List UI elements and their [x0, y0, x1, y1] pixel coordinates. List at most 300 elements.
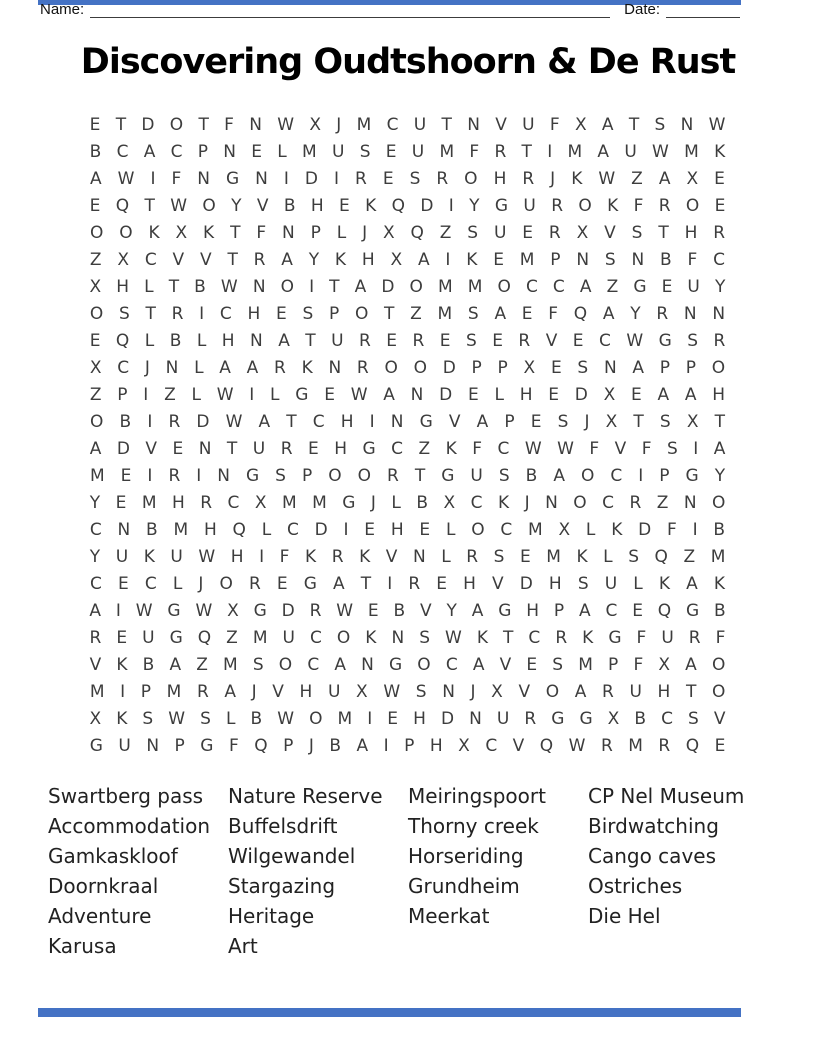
grid-letter: L: [225, 708, 236, 729]
grid-letter: L: [603, 546, 613, 567]
grid-letter: A: [579, 276, 592, 297]
grid-letter: U: [687, 276, 700, 297]
grid-letter: E: [387, 708, 399, 729]
grid-letter: H: [413, 708, 426, 729]
grid-letter: F: [636, 627, 647, 648]
grid-letter: N: [390, 411, 404, 432]
grid-letter: B: [329, 735, 342, 756]
grid-letter: R: [355, 168, 367, 189]
grid-letter: E: [120, 465, 132, 486]
grid-letter: L: [191, 384, 201, 405]
grid-letter: Z: [196, 654, 208, 675]
grid-letter: M: [628, 735, 643, 756]
grid-letter: E: [385, 141, 397, 162]
grid-letter: K: [466, 249, 478, 270]
grid-letter: Q: [391, 195, 405, 216]
grid-letter: N: [469, 708, 482, 729]
grid-letter: H: [116, 276, 130, 297]
grid-letter: I: [692, 519, 698, 540]
grid-letter: E: [419, 519, 431, 540]
grid-letter: W: [216, 384, 234, 405]
grid-letter: K: [476, 627, 488, 648]
grid-letter: Z: [226, 627, 238, 648]
grid-letter: O: [90, 411, 104, 432]
grid-letter: C: [610, 465, 623, 486]
grid-letter: C: [144, 573, 157, 594]
grid-letter: W: [524, 438, 542, 459]
grid-letter: A: [224, 681, 237, 702]
grid-letter: I: [367, 708, 373, 729]
grid-letter: J: [144, 357, 150, 378]
grid-letter: S: [302, 303, 314, 324]
grid-letter: V: [89, 654, 102, 675]
grid-letter: Q: [657, 600, 672, 621]
grid-letter: A: [334, 654, 346, 675]
grid-letter: A: [219, 357, 231, 378]
grid-letter: G: [685, 465, 699, 486]
grid-letter: X: [175, 222, 188, 243]
grid-letter: A: [494, 303, 507, 324]
grid-letter: N: [328, 357, 342, 378]
grid-letter: R: [309, 600, 322, 621]
grid-letter: X: [576, 222, 589, 243]
grid-letter: I: [369, 411, 375, 432]
grid-letter: L: [585, 519, 596, 540]
grid-letter: C: [605, 600, 618, 621]
grid-letter: V: [545, 330, 558, 351]
name-input-line[interactable]: [90, 1, 610, 18]
grid-letter: S: [118, 303, 130, 324]
grid-letter: U: [522, 114, 535, 135]
grid-letter: O: [497, 276, 511, 297]
grid-letter: D: [439, 384, 453, 405]
grid-letter: C: [470, 492, 483, 513]
word-list-item: Horseriding: [408, 844, 524, 868]
grid-letter: I: [333, 168, 339, 189]
grid-row: [82, 516, 733, 543]
grid-letter: N: [223, 141, 236, 162]
grid-letter: A: [578, 600, 591, 621]
grid-letter: S: [659, 411, 671, 432]
grid-letter: B: [714, 600, 726, 621]
grid-letter: Y: [630, 303, 641, 324]
grid-letter: U: [523, 195, 536, 216]
grid-letter: S: [498, 465, 510, 486]
grid-letter: V: [499, 654, 512, 675]
grid-letter: F: [641, 438, 652, 459]
grid-letter: M: [567, 141, 583, 162]
grid-row: [82, 570, 733, 597]
grid-letter: R: [249, 573, 261, 594]
grid-letter: M: [223, 654, 238, 675]
grid-letter: V: [614, 438, 627, 459]
grid-letter: A: [143, 141, 156, 162]
grid-letter: K: [576, 546, 588, 567]
grid-letter: E: [382, 168, 394, 189]
word-list-item: Adventure: [48, 904, 152, 928]
grid-letter: A: [686, 573, 698, 594]
word-list-item: Nature Reserve: [228, 784, 383, 808]
grid-letter: B: [416, 492, 429, 513]
grid-letter: U: [411, 141, 425, 162]
grid-letter: K: [611, 519, 623, 540]
grid-letter: I: [115, 600, 121, 621]
grid-letter: C: [170, 141, 183, 162]
grid-letter: D: [519, 573, 533, 594]
grid-letter: I: [259, 546, 265, 567]
grid-letter: A: [601, 114, 614, 135]
grid-letter: A: [89, 438, 102, 459]
grid-row: [82, 381, 733, 408]
grid-letter: O: [278, 654, 293, 675]
grid-letter: C: [602, 492, 614, 513]
grid-letter: R: [280, 438, 293, 459]
grid-letter: K: [334, 249, 347, 270]
grid-letter: P: [197, 141, 209, 162]
grid-letter: N: [146, 735, 160, 756]
grid-letter: B: [146, 519, 158, 540]
grid-letter: A: [278, 330, 290, 351]
grid-letter: Y: [308, 249, 320, 270]
grid-letter: D: [574, 384, 588, 405]
grid-letter: Z: [418, 438, 431, 459]
grid-letter: R: [412, 330, 425, 351]
grid-letter: E: [550, 357, 562, 378]
grid-letter: C: [661, 708, 673, 729]
grid-letter: I: [448, 195, 454, 216]
grid-letter: T: [227, 249, 238, 270]
grid-letter: A: [657, 384, 670, 405]
grid-letter: M: [439, 141, 455, 162]
grid-letter: D: [141, 114, 155, 135]
grid-letter: C: [485, 735, 498, 756]
grid-letter: Y: [469, 195, 480, 216]
grid-letter: Y: [714, 465, 726, 486]
grid-letter: E: [530, 411, 542, 432]
grid-letter: S: [465, 330, 477, 351]
grid-letter: E: [367, 600, 379, 621]
grid-letter: Z: [89, 384, 102, 405]
grid-letter: K: [305, 546, 317, 567]
grid-letter: E: [526, 654, 538, 675]
grid-letter: F: [715, 627, 726, 648]
grid-letter: E: [115, 492, 127, 513]
grid-letter: M: [302, 141, 317, 162]
grid-letter: W: [652, 141, 669, 162]
grid-row: [82, 624, 733, 651]
grid-letter: M: [519, 249, 535, 270]
grid-letter: S: [467, 222, 479, 243]
grid-letter: N: [165, 357, 179, 378]
grid-letter: K: [148, 222, 160, 243]
grid-letter: V: [172, 249, 185, 270]
grid-letter: T: [658, 222, 669, 243]
grid-letter: O: [219, 573, 233, 594]
grid-row: [82, 192, 733, 219]
grid-letter: Q: [685, 735, 700, 756]
grid-letter: E: [714, 735, 726, 756]
grid-letter: F: [589, 438, 600, 459]
grid-letter: P: [550, 249, 561, 270]
grid-letter: U: [604, 573, 618, 594]
grid-letter: A: [356, 735, 369, 756]
grid-letter: G: [494, 195, 509, 216]
grid-letter: F: [472, 438, 482, 459]
grid-letter: E: [339, 195, 350, 216]
grid-letter: H: [247, 303, 261, 324]
grid-letter: S: [415, 681, 427, 702]
grid-row: [82, 327, 733, 354]
grid-letter: F: [469, 141, 480, 162]
grid-letter: B: [89, 141, 102, 162]
grid-letter: V: [604, 222, 616, 243]
grid-letter: N: [255, 168, 268, 189]
grid-letter: S: [577, 357, 589, 378]
grid-letter: X: [117, 249, 130, 270]
grid-letter: Z: [683, 546, 696, 567]
grid-letter: E: [364, 519, 376, 540]
grid-row: [82, 462, 733, 489]
grid-letter: M: [252, 627, 268, 648]
grid-letter: R: [658, 735, 671, 756]
grid-letter: W: [117, 168, 135, 189]
word-list-item: Stargazing: [228, 874, 336, 898]
grid-letter: S: [654, 114, 666, 135]
grid-letter: O: [413, 357, 427, 378]
grid-letter: H: [299, 681, 313, 702]
grid-letter: L: [144, 276, 154, 297]
grid-letter: P: [685, 357, 697, 378]
grid-row: [82, 300, 733, 327]
grid-letter: M: [684, 141, 699, 162]
grid-letter: S: [142, 708, 154, 729]
word-list: [48, 781, 768, 961]
grid-letter: G: [200, 735, 214, 756]
grid-letter: U: [142, 627, 155, 648]
grid-letter: N: [467, 114, 480, 135]
grid-letter: U: [170, 546, 183, 567]
grid-letter: O: [202, 195, 216, 216]
grid-letter: G: [579, 708, 593, 729]
grid-letter: T: [633, 411, 644, 432]
grid-letter: K: [143, 546, 155, 567]
grid-letter: J: [550, 168, 556, 189]
grid-letter: Q: [232, 519, 246, 540]
grid-letter: V: [713, 708, 726, 729]
grid-letter: O: [711, 357, 726, 378]
grid-letter: E: [548, 384, 559, 405]
grid-letter: X: [603, 384, 616, 405]
grid-letter: G: [658, 330, 672, 351]
grid-letter: I: [693, 438, 699, 459]
grid-letter: K: [497, 492, 510, 513]
grid-letter: U: [661, 627, 674, 648]
grid-letter: M: [546, 546, 561, 567]
grid-letter: V: [448, 411, 461, 432]
word-list-item: Birdwatching: [588, 814, 719, 838]
bottom-border-bar: [38, 1008, 741, 1017]
grid-letter: H: [526, 600, 540, 621]
grid-letter: O: [309, 708, 323, 729]
grid-letter: J: [584, 411, 590, 432]
grid-letter: I: [383, 735, 389, 756]
grid-letter: C: [391, 438, 403, 459]
grid-letter: P: [283, 735, 294, 756]
grid-letter: X: [491, 681, 503, 702]
grid-letter: M: [173, 519, 189, 540]
grid-letter: A: [597, 141, 610, 162]
grid-letter: B: [250, 708, 263, 729]
grid-letter: H: [171, 492, 185, 513]
grid-letter: P: [328, 303, 340, 324]
word-list-item: Grundheim: [408, 874, 520, 898]
grid-letter: G: [551, 708, 565, 729]
grid-row: [82, 246, 733, 273]
grid-letter: R: [602, 681, 614, 702]
grid-letter: E: [324, 384, 335, 405]
grid-letter: V: [512, 735, 525, 756]
grid-letter: E: [386, 330, 398, 351]
grid-letter: G: [362, 438, 376, 459]
grid-letter: U: [282, 627, 295, 648]
grid-letter: A: [574, 681, 587, 702]
grid-letter: O: [328, 465, 342, 486]
grid-letter: L: [261, 519, 272, 540]
word-grid: [82, 111, 733, 759]
grid-letter: L: [445, 519, 456, 540]
word-list-item: Cango caves: [588, 844, 716, 868]
grid-letter: X: [686, 411, 699, 432]
grid-letter: A: [90, 168, 102, 189]
grid-letter: G: [89, 735, 103, 756]
grid-row: [82, 732, 733, 759]
grid-letter: R: [713, 330, 726, 351]
grid-letter: V: [256, 195, 269, 216]
grid-letter: R: [196, 681, 209, 702]
grid-letter: Q: [539, 735, 554, 756]
grid-letter: W: [198, 546, 216, 567]
grid-letter: L: [441, 546, 451, 567]
grid-letter: K: [714, 141, 726, 162]
grid-letter: W: [568, 735, 586, 756]
grid-letter: N: [680, 114, 694, 135]
grid-letter: W: [445, 627, 462, 648]
grid-letter: R: [200, 492, 213, 513]
grid-letter: B: [283, 195, 296, 216]
grid-letter: T: [503, 627, 514, 648]
grid-letter: W: [170, 195, 188, 216]
grid-letter: I: [147, 411, 153, 432]
grid-letter: R: [89, 627, 102, 648]
grid-letter: A: [246, 357, 259, 378]
grid-letter: E: [116, 627, 128, 648]
grid-letter: S: [419, 627, 430, 648]
word-list-item: Meerkat: [408, 904, 490, 928]
grid-letter: N: [412, 546, 426, 567]
grid-letter: M: [337, 708, 353, 729]
grid-letter: M: [710, 546, 726, 567]
grid-letter: M: [438, 276, 453, 297]
grid-letter: X: [686, 168, 699, 189]
grid-letter: M: [528, 519, 543, 540]
grid-letter: O: [471, 519, 485, 540]
grid-letter: P: [471, 357, 482, 378]
grid-letter: R: [359, 330, 371, 351]
grid-letter: S: [467, 303, 479, 324]
grid-letter: U: [331, 330, 344, 351]
grid-letter: U: [470, 465, 483, 486]
word-list-item: Heritage: [228, 904, 315, 928]
word-list-item: Die Hel: [588, 904, 661, 928]
date-input-line[interactable]: [666, 1, 740, 18]
grid-letter: R: [688, 627, 701, 648]
grid-letter: S: [688, 708, 699, 729]
grid-letter: N: [391, 627, 405, 648]
grid-letter: W: [336, 600, 354, 621]
grid-row: [82, 138, 733, 165]
grid-letter: O: [464, 168, 478, 189]
grid-letter: D: [281, 600, 295, 621]
grid-letter: K: [582, 627, 594, 648]
grid-letter: H: [429, 735, 443, 756]
grid-letter: R: [629, 492, 642, 513]
grid-letter: F: [549, 114, 560, 135]
grid-letter: O: [712, 492, 726, 513]
grid-letter: N: [198, 438, 212, 459]
grid-letter: C: [500, 519, 513, 540]
grid-letter: G: [498, 600, 512, 621]
grid-letter: Q: [197, 627, 212, 648]
grid-letter: A: [476, 411, 489, 432]
grid-letter: M: [578, 654, 593, 675]
grid-letter: W: [277, 708, 295, 729]
grid-letter: G: [419, 411, 433, 432]
grid-letter: E: [467, 384, 479, 405]
grid-letter: P: [659, 465, 670, 486]
grid-letter: F: [171, 168, 182, 189]
grid-letter: E: [521, 303, 533, 324]
word-list-column: [48, 781, 228, 961]
grid-letter: X: [356, 681, 368, 702]
grid-letter: E: [89, 195, 101, 216]
grid-letter: E: [172, 438, 184, 459]
grid-letter: X: [254, 492, 267, 513]
grid-letter: N: [197, 168, 210, 189]
grid-letter: O: [573, 492, 587, 513]
grid-letter: G: [169, 627, 183, 648]
grid-letter: A: [602, 303, 615, 324]
grid-letter: V: [492, 573, 504, 594]
grid-letter: A: [471, 600, 484, 621]
grid-letter: P: [404, 735, 415, 756]
word-list-item: Art: [228, 934, 258, 958]
grid-letter: D: [440, 708, 455, 729]
grid-letter: Q: [254, 735, 268, 756]
grid-row: [82, 651, 733, 678]
grid-letter: E: [276, 573, 288, 594]
grid-letter: K: [658, 573, 670, 594]
grid-letter: O: [354, 303, 369, 324]
grid-letter: K: [571, 168, 583, 189]
grid-letter: Q: [573, 303, 588, 324]
grid-letter: K: [116, 708, 128, 729]
grid-letter: Q: [115, 330, 130, 351]
grid-letter: E: [89, 330, 101, 351]
word-list-item: CP Nel Museum: [588, 784, 745, 808]
grid-letter: H: [230, 546, 244, 567]
grid-letter: C: [307, 654, 320, 675]
grid-letter: R: [548, 222, 561, 243]
